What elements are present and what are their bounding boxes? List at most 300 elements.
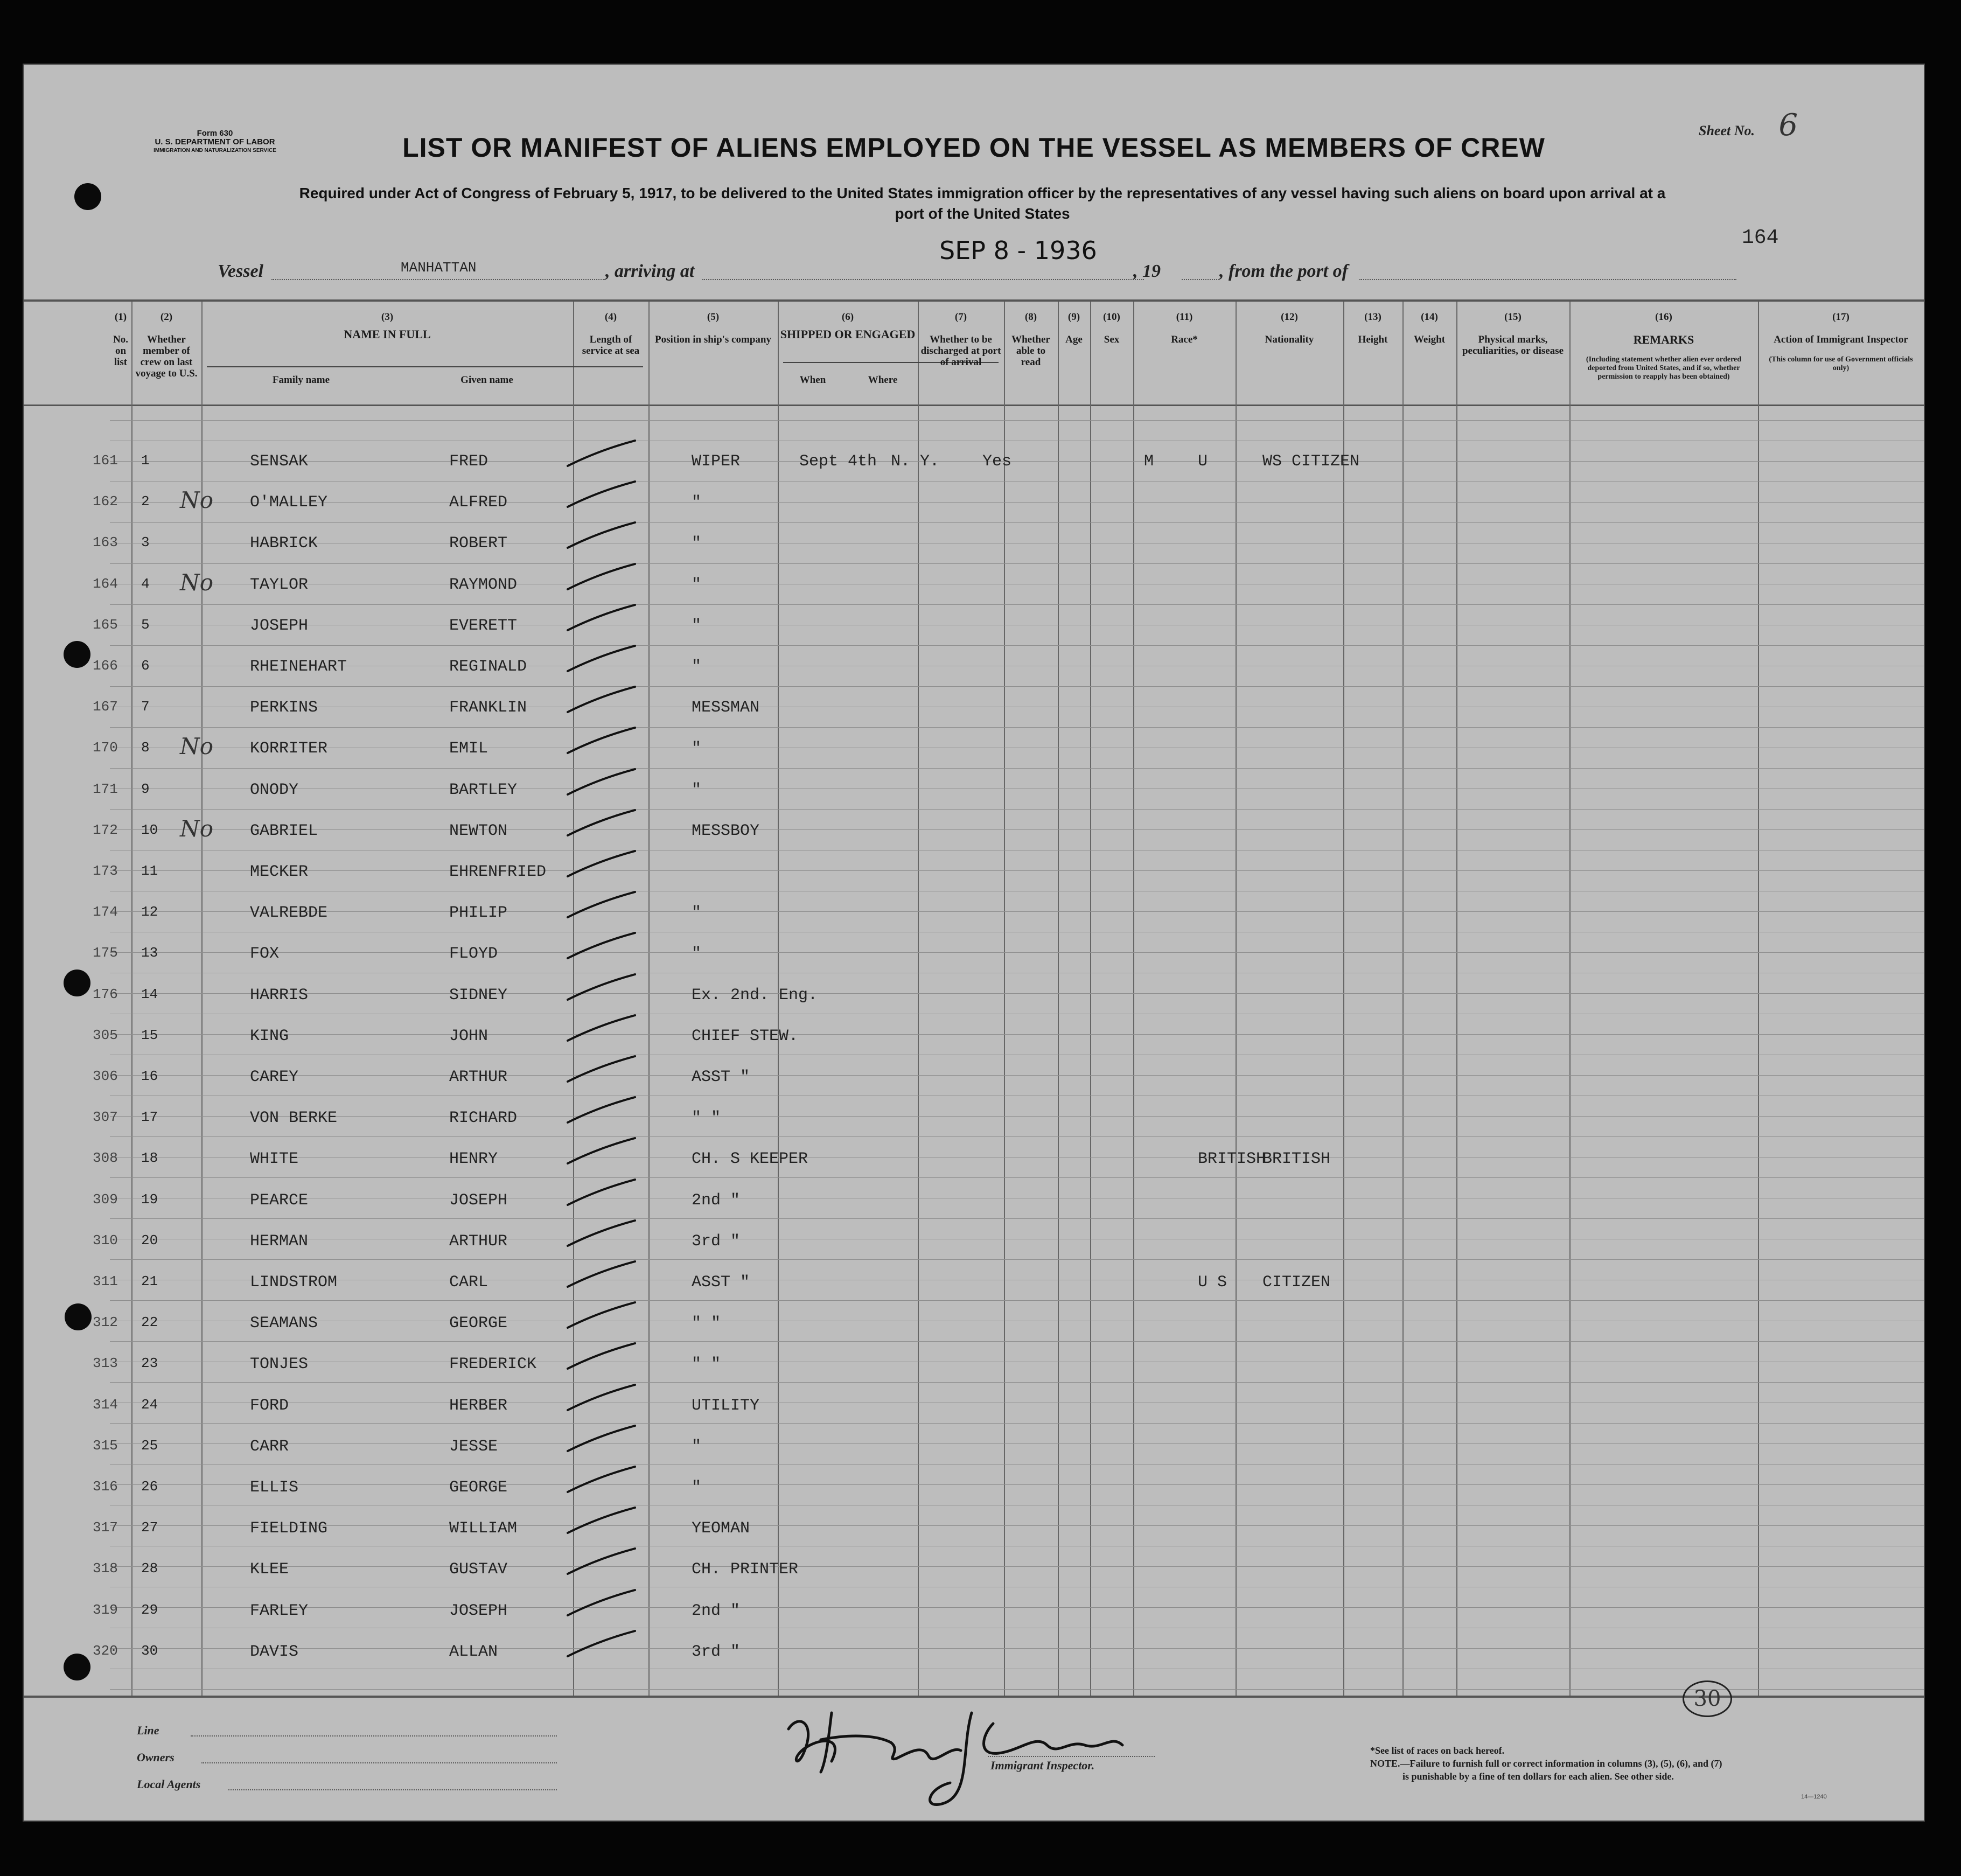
given-name: WILLIAM xyxy=(449,1519,518,1538)
given-name: GEORGE xyxy=(449,1479,508,1497)
prior-voyage-answer: No xyxy=(180,733,214,759)
column-number: (8) xyxy=(1024,311,1037,323)
given-name: ROBERT xyxy=(449,534,508,553)
column-label: Position in ship's company xyxy=(655,334,771,345)
family-name: DAVIS xyxy=(250,1643,299,1661)
family-name: FIELDING xyxy=(250,1519,328,1538)
given-name: SIDNEY xyxy=(449,986,508,1005)
service-tick-mark xyxy=(562,560,643,597)
table-row xyxy=(24,487,1924,526)
family-name: O'MALLEY xyxy=(250,493,328,512)
prior-voyage-answer: No xyxy=(180,815,214,842)
column-number: (14) xyxy=(1421,311,1438,323)
sheet-label: Sheet No. xyxy=(1699,123,1755,138)
position: " xyxy=(692,1479,702,1497)
list-index: 166 xyxy=(93,658,118,674)
family-name: RHEINEHART xyxy=(250,658,347,676)
table-row xyxy=(24,1068,1924,1100)
position: " " xyxy=(692,1355,721,1373)
form-number: Form 630 xyxy=(197,129,233,138)
service-tick-mark xyxy=(562,1093,643,1131)
list-index: 306 xyxy=(93,1068,118,1084)
service-tick-mark xyxy=(562,929,643,966)
column-label: REMARKS xyxy=(1633,333,1694,346)
note-fine: is punishable by a fine of ten dollars for each alien. See other side. xyxy=(1402,1771,1674,1782)
list-index: 174 xyxy=(93,904,118,920)
list-index: 163 xyxy=(93,534,118,550)
punch-hole xyxy=(74,183,101,210)
list-index: 312 xyxy=(93,1314,118,1330)
position: Ex. 2nd. Eng. xyxy=(692,986,818,1005)
given-name: ALLAN xyxy=(449,1643,498,1661)
print-code: 14—1240 xyxy=(1801,1794,1827,1800)
line-number: 4 xyxy=(141,576,150,592)
table-row xyxy=(24,904,1924,936)
row-rule xyxy=(110,420,1925,421)
service-name: IMMIGRATION AND NATURALIZATION SERVICE xyxy=(153,148,276,154)
agents-label: Local Agents xyxy=(137,1777,201,1791)
service-tick-mark xyxy=(562,1380,643,1418)
service-tick-mark xyxy=(562,888,643,925)
family-name: JOSEPH xyxy=(250,617,309,635)
given-name: ALFRED xyxy=(449,493,508,512)
nationality: BRITISH xyxy=(1262,1150,1331,1168)
owners-underline xyxy=(201,1762,557,1763)
line-number: 5 xyxy=(141,617,150,633)
table-row xyxy=(24,945,1924,977)
punch-hole xyxy=(64,641,90,668)
column-label: No. on list xyxy=(113,334,128,368)
department: U. S. DEPARTMENT OF LABOR xyxy=(155,137,275,147)
service-tick-mark xyxy=(562,1503,643,1541)
column-label: Nationality xyxy=(1265,334,1314,345)
column-number: (5) xyxy=(707,311,720,323)
given-name: PHILIP xyxy=(449,904,508,922)
column-number: (4) xyxy=(604,311,617,323)
family-name: HERMAN xyxy=(250,1232,309,1251)
list-index: 175 xyxy=(93,945,118,961)
list-index: 310 xyxy=(93,1232,118,1249)
stamp-number: 164 xyxy=(1742,226,1779,249)
line-number: 21 xyxy=(141,1273,158,1289)
service-tick-mark xyxy=(562,970,643,1008)
given-name: RAYMOND xyxy=(449,576,518,594)
family-name: HABRICK xyxy=(250,534,318,553)
column-label: NAME IN FULL xyxy=(344,327,431,341)
sex: M xyxy=(1144,452,1154,471)
nationality: CITIZEN xyxy=(1262,1273,1331,1292)
column-sublabel: Where xyxy=(868,374,898,386)
position: MESSMAN xyxy=(692,699,760,717)
service-tick-mark xyxy=(562,1544,643,1582)
table-row xyxy=(24,1273,1924,1306)
column-label: Sex xyxy=(1104,334,1120,345)
given-name: CARL xyxy=(449,1273,488,1292)
given-name: BARTLEY xyxy=(449,781,518,799)
given-name: JOSEPH xyxy=(449,1191,508,1210)
table-row xyxy=(24,863,1924,895)
table-row xyxy=(24,1109,1924,1141)
line-number: 24 xyxy=(141,1397,158,1413)
table-row xyxy=(24,815,1924,854)
position: YEOMAN xyxy=(692,1519,750,1538)
from-port-underline xyxy=(1359,279,1736,280)
line-number: 28 xyxy=(141,1560,158,1577)
punch-hole xyxy=(65,1303,92,1330)
column-number: (15) xyxy=(1504,311,1522,323)
line-number: 30 xyxy=(141,1643,158,1659)
column-number: (16) xyxy=(1655,311,1672,323)
service-tick-mark xyxy=(562,1052,643,1090)
family-name: MECKER xyxy=(250,863,309,881)
table-row xyxy=(24,1355,1924,1387)
position: " xyxy=(692,534,702,553)
list-index: 307 xyxy=(93,1109,118,1125)
column-number: (10) xyxy=(1103,311,1120,323)
line-number: 12 xyxy=(141,904,158,920)
service-tick-mark xyxy=(562,765,643,803)
given-name: JOSEPH xyxy=(449,1602,508,1620)
table-row xyxy=(24,1314,1924,1347)
list-index: 171 xyxy=(93,781,118,797)
given-name: FRED xyxy=(449,452,488,471)
family-name: TONJES xyxy=(250,1355,309,1373)
column-number: (17) xyxy=(1832,311,1850,323)
column-number: (6) xyxy=(841,311,854,323)
inspector-caption: Immigrant Inspector. xyxy=(990,1759,1095,1772)
family-name: VALREBDE xyxy=(250,904,328,922)
column-label: Physical marks, peculiarities, or disease xyxy=(1462,334,1564,357)
race: U S xyxy=(1198,1273,1227,1292)
service-tick-mark xyxy=(562,1134,643,1171)
list-index: 167 xyxy=(93,699,118,715)
sheet-number: 6 xyxy=(1778,108,1798,143)
line-underline xyxy=(191,1735,557,1736)
service-tick-mark xyxy=(562,1339,643,1377)
table-row xyxy=(24,1643,1924,1675)
column-sublabel: When xyxy=(799,374,826,386)
line-number: 13 xyxy=(141,945,158,961)
list-index: 316 xyxy=(93,1479,118,1495)
vessel-underline xyxy=(271,279,605,280)
given-name: FLOYD xyxy=(449,945,498,963)
given-name: EMIL xyxy=(449,740,488,758)
position: 3rd " xyxy=(692,1643,741,1661)
given-name: HERBER xyxy=(449,1397,508,1415)
line-number: 29 xyxy=(141,1602,158,1618)
header-bottom-rule xyxy=(24,405,1924,406)
list-index: 164 xyxy=(93,576,118,592)
column-number: (2) xyxy=(160,311,173,323)
column-sublabel: Given name xyxy=(460,374,513,386)
count-value: 30 xyxy=(1693,1686,1721,1711)
position: 2nd " xyxy=(692,1602,741,1620)
column-label: Length of service at sea xyxy=(582,334,640,357)
table-row xyxy=(24,569,1924,608)
table-row xyxy=(24,699,1924,731)
list-index: 319 xyxy=(93,1602,118,1618)
position: " xyxy=(692,1438,702,1456)
family-name: CAREY xyxy=(250,1068,299,1086)
column-label: Action of Immigrant Inspector xyxy=(1774,334,1908,345)
family-name: FOX xyxy=(250,945,280,963)
line-number: 18 xyxy=(141,1150,158,1166)
count-circle xyxy=(1683,1680,1732,1717)
position: ASST " xyxy=(692,1273,750,1292)
shipped-where: N. Y. xyxy=(891,452,940,471)
family-name: WHITE xyxy=(250,1150,299,1168)
table-row xyxy=(24,1479,1924,1511)
page-title: LIST OR MANIFEST OF ALIENS EMPLOYED ON THE VESSEL AS MEMBERS OF CREW xyxy=(402,132,1545,163)
row-rule xyxy=(110,1689,1925,1690)
table-row xyxy=(24,1027,1924,1059)
position: " " xyxy=(692,1109,721,1127)
column-label: Age xyxy=(1065,334,1083,345)
family-name: KORRITER xyxy=(250,740,328,758)
position: " xyxy=(692,576,702,594)
service-tick-mark xyxy=(562,436,643,474)
discharge-answer: Yes xyxy=(982,452,1012,471)
service-tick-mark xyxy=(562,1462,643,1500)
table-row xyxy=(24,534,1924,567)
position: " " xyxy=(692,1314,721,1333)
given-name: GEORGE xyxy=(449,1314,508,1333)
prior-voyage-answer: No xyxy=(180,487,214,513)
list-index: 305 xyxy=(93,1027,118,1043)
subtitle-line-2: port of the United States xyxy=(895,205,1070,222)
agents-underline xyxy=(228,1789,557,1790)
line-number: 27 xyxy=(141,1519,158,1536)
family-name: CARR xyxy=(250,1438,289,1456)
table-row xyxy=(24,658,1924,690)
subtitle-line-1: Required under Act of Congress of February 5, 1917, to be delivered to the United States immigration officer by the representatives of any vessel having such aliens on board upon arrival at a xyxy=(299,185,1666,201)
column-number: (12) xyxy=(1281,311,1298,323)
service-tick-mark xyxy=(562,1216,643,1254)
service-tick-mark xyxy=(562,806,643,843)
list-index: 313 xyxy=(93,1355,118,1371)
list-index: 320 xyxy=(93,1643,118,1659)
table-row xyxy=(24,1519,1924,1552)
service-tick-mark xyxy=(562,847,643,884)
given-name: RICHARD xyxy=(449,1109,518,1127)
arrival-date-stamp: SEP 8 - 1936 xyxy=(939,236,1097,265)
family-name: VON BERKE xyxy=(250,1109,338,1127)
given-name: ARTHUR xyxy=(449,1068,508,1086)
line-label: Line xyxy=(137,1724,159,1737)
column-number: (7) xyxy=(954,311,967,323)
column-label: Whether to be discharged at port of arrival xyxy=(920,334,1001,368)
arriving-label: , arriving at xyxy=(605,261,695,281)
list-index: 309 xyxy=(93,1191,118,1208)
race: U xyxy=(1198,452,1208,471)
given-name: HENRY xyxy=(449,1150,498,1168)
column-number: (9) xyxy=(1067,311,1080,323)
column-number: (11) xyxy=(1176,311,1193,323)
position: CHIEF STEW. xyxy=(692,1027,799,1045)
table-row xyxy=(24,986,1924,1019)
given-name: REGINALD xyxy=(449,658,527,676)
line-number: 22 xyxy=(141,1314,158,1330)
service-tick-mark xyxy=(562,1586,643,1623)
column-label: Whether member of crew on last voyage to U.S. xyxy=(135,334,198,379)
family-name: PEARCE xyxy=(250,1191,309,1210)
table-row xyxy=(24,1232,1924,1265)
line-number: 19 xyxy=(141,1191,158,1208)
inspector-underline xyxy=(988,1756,1155,1757)
family-name: GABRIEL xyxy=(250,822,318,840)
family-name: FARLEY xyxy=(250,1602,309,1620)
line-number: 20 xyxy=(141,1232,158,1249)
line-number: 7 xyxy=(141,699,150,715)
line-number: 3 xyxy=(141,534,150,550)
line-number: 9 xyxy=(141,781,150,797)
year-label: , 19 xyxy=(1133,261,1161,281)
table-row xyxy=(24,1150,1924,1182)
family-name: ONODY xyxy=(250,781,299,799)
family-name: PERKINS xyxy=(250,699,318,717)
footer-notes xyxy=(1370,1744,1722,1783)
line-number: 6 xyxy=(141,658,150,674)
table-row xyxy=(24,781,1924,813)
line-number: 17 xyxy=(141,1109,158,1125)
position: " xyxy=(692,493,702,512)
given-name: FRANKLIN xyxy=(449,699,527,717)
owners-label: Owners xyxy=(137,1751,175,1764)
service-tick-mark xyxy=(562,1175,643,1213)
family-name: HARRIS xyxy=(250,986,309,1005)
service-tick-mark xyxy=(562,1298,643,1336)
service-tick-mark xyxy=(562,641,643,679)
position: " xyxy=(692,740,702,758)
vessel-name: MANHATTAN xyxy=(401,260,477,276)
table-row xyxy=(24,733,1924,772)
family-name: ELLIS xyxy=(250,1479,299,1497)
list-index: 318 xyxy=(93,1560,118,1577)
position: CH. PRINTER xyxy=(692,1560,799,1579)
position: 3rd " xyxy=(692,1232,741,1251)
position: ASST " xyxy=(692,1068,750,1086)
shipped-when: Sept 4th xyxy=(799,452,877,471)
given-name: ARTHUR xyxy=(449,1232,508,1251)
given-name: GUSTAV xyxy=(449,1560,508,1579)
position: " xyxy=(692,658,702,676)
from-port-label: , from the port of xyxy=(1219,261,1348,281)
manifest-sheet xyxy=(23,64,1925,1822)
table-row xyxy=(24,1191,1924,1224)
table-row xyxy=(24,1560,1924,1593)
given-name: NEWTON xyxy=(449,822,508,840)
family-name: KING xyxy=(250,1027,289,1045)
subtitle xyxy=(121,183,1844,224)
list-index: 317 xyxy=(93,1519,118,1536)
position: " xyxy=(692,904,702,922)
given-name: FREDERICK xyxy=(449,1355,537,1373)
column-label: Weight xyxy=(1413,334,1446,345)
column-label: Height xyxy=(1358,334,1388,345)
service-tick-mark xyxy=(562,1011,643,1049)
given-name: JOHN xyxy=(449,1027,488,1045)
position: MESSBOY xyxy=(692,822,760,840)
table-top-rule xyxy=(24,299,1924,302)
table-row xyxy=(24,617,1924,649)
given-name: JESSE xyxy=(449,1438,498,1456)
service-tick-mark xyxy=(562,682,643,720)
table-row xyxy=(24,1397,1924,1429)
arriving-underline xyxy=(702,279,1144,280)
column-note: (Including statement whether alien ever ordered deported from United States, and if so, whether permission to reapply has been obtained) xyxy=(1586,355,1742,381)
line-number: 11 xyxy=(141,863,158,879)
position: " xyxy=(692,945,702,963)
family-name: FORD xyxy=(250,1397,289,1415)
line-number: 16 xyxy=(141,1068,158,1084)
nationality: WS CITIZEN xyxy=(1262,452,1360,471)
position: UTILITY xyxy=(692,1397,760,1415)
service-tick-mark xyxy=(562,1627,643,1664)
year-underline xyxy=(1182,279,1219,280)
family-name: SENSAK xyxy=(250,452,309,471)
line-number: 14 xyxy=(141,986,158,1002)
punch-hole xyxy=(64,970,90,996)
column-number: (1) xyxy=(114,311,127,323)
column-label: SHIPPED OR ENGAGED xyxy=(780,327,916,341)
note-races: *See list of races on back hereof. xyxy=(1370,1745,1505,1756)
column-sublabel: Family name xyxy=(272,374,330,386)
service-tick-mark xyxy=(562,601,643,638)
list-index: 176 xyxy=(93,986,118,1002)
given-name: EHRENFRIED xyxy=(449,863,547,881)
line-number: 26 xyxy=(141,1479,158,1495)
list-index: 308 xyxy=(93,1150,118,1166)
note-failure: NOTE.—Failure to furnish full or correct information in columns (3), (5), (6), and (7) xyxy=(1370,1758,1722,1769)
position: " xyxy=(692,617,702,635)
list-index: 314 xyxy=(93,1397,118,1413)
position: WIPER xyxy=(692,452,741,471)
service-tick-mark xyxy=(562,518,643,556)
list-index: 165 xyxy=(93,617,118,633)
line-number: 1 xyxy=(141,452,150,469)
service-tick-mark xyxy=(562,1257,643,1295)
list-index: 173 xyxy=(93,863,118,879)
list-index: 315 xyxy=(93,1438,118,1454)
family-name: TAYLOR xyxy=(250,576,309,594)
service-tick-mark xyxy=(562,1421,643,1459)
name-subheader-rule xyxy=(207,366,643,367)
race: BRITISH xyxy=(1198,1150,1266,1168)
list-index: 161 xyxy=(93,452,118,469)
prior-voyage-answer: No xyxy=(180,569,214,596)
position: 2nd " xyxy=(692,1191,741,1210)
line-number: 8 xyxy=(141,740,150,756)
punch-hole xyxy=(64,1654,90,1680)
service-tick-mark xyxy=(562,723,643,761)
table-row xyxy=(24,452,1924,485)
line-number: 15 xyxy=(141,1027,158,1043)
table-row xyxy=(24,1438,1924,1470)
given-name: EVERETT xyxy=(449,617,518,635)
family-name: LINDSTROM xyxy=(250,1273,338,1292)
vessel-label: Vessel xyxy=(218,261,263,281)
position: " xyxy=(692,781,702,799)
family-name: SEAMANS xyxy=(250,1314,318,1333)
table-row xyxy=(24,1602,1924,1634)
column-label: Whether able to read xyxy=(1011,334,1050,368)
list-index: 170 xyxy=(93,740,118,756)
service-tick-mark xyxy=(562,477,643,515)
family-name: KLEE xyxy=(250,1560,289,1579)
position: CH. S KEEPER xyxy=(692,1150,808,1168)
line-number: 2 xyxy=(141,493,150,510)
column-number: (3) xyxy=(381,311,394,323)
